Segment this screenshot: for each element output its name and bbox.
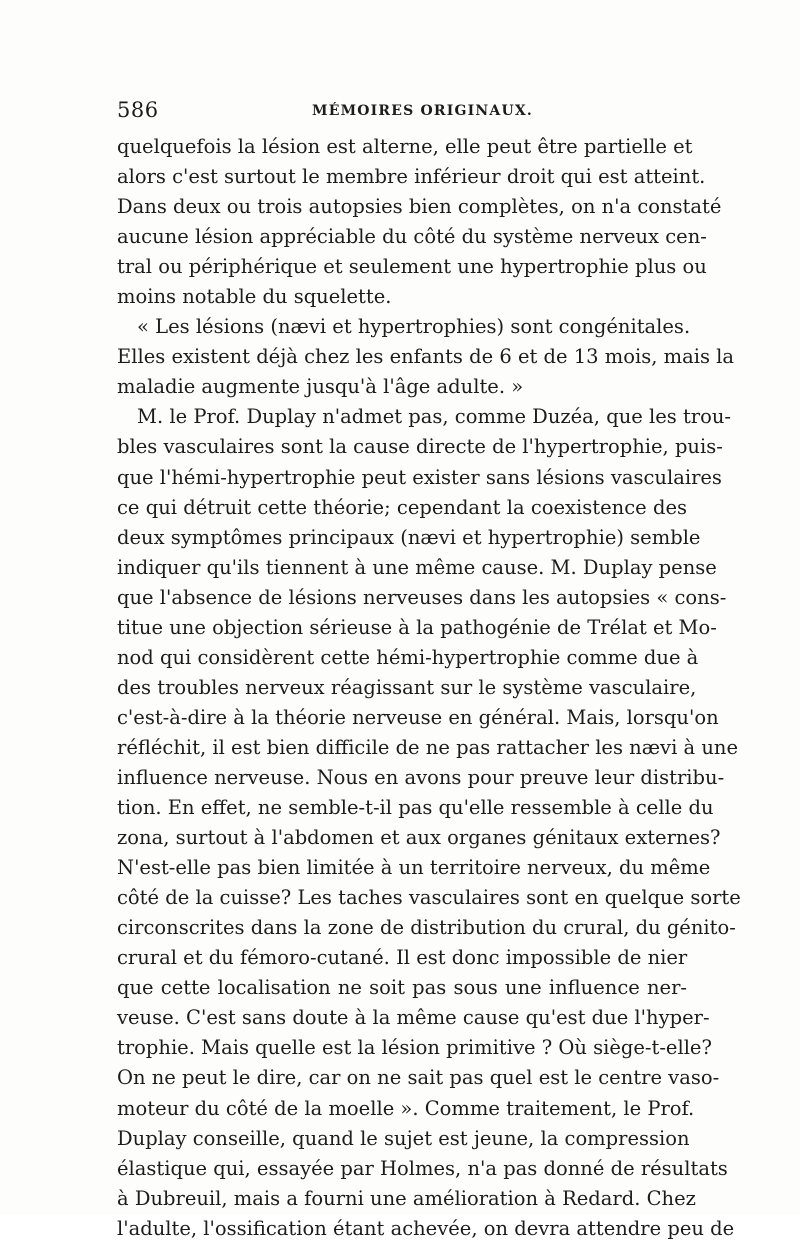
- text-line: Elles existent déjà chez les enfants de 6 et de 13 mois, mais la: [117, 345, 735, 369]
- text-line: « Les lésions (nævi et hypertrophies) sont congénitales.: [137, 315, 691, 339]
- text-line: Duplay conseille, quand le sujet est jeune, la compression: [117, 1126, 690, 1150]
- text-line: c'est-à-dire à la théorie nerveuse en général. Mais, lorsqu'on: [117, 705, 719, 729]
- text-line: deux symptômes principaux (nævi et hypertrophie) semble: [117, 525, 701, 549]
- text-line: Dans deux ou trois autopsies bien complètes, on n'a constaté: [117, 195, 722, 219]
- text-line: tion. En effet, ne semble-t-il pas qu'elle ressemble à celle du: [117, 796, 714, 820]
- text-line: N'est-elle pas bien limitée à un territoire nerveux, du même: [117, 856, 711, 880]
- text-line: indiquer qu'ils tiennent à une même cause. M. Duplay pense: [117, 555, 717, 579]
- text-line: M. le Prof. Duplay n'admet pas, comme Duzéa, que les trou-: [137, 405, 732, 429]
- text-line: bles vasculaires sont la cause directe de l'hypertrophie, puis-: [117, 435, 723, 459]
- text-line: que l'hémi-hypertrophie peut exister sans lésions vasculaires: [117, 465, 722, 489]
- text-line: nod qui considèrent cette hémi-hypertrophie comme due à: [117, 645, 699, 669]
- text-line: réfléchit, il est bien difficile de ne pas rattacher les nævi à une: [117, 735, 738, 759]
- text-line: influence nerveuse. Nous en avons pour preuve leur distribu-: [117, 765, 725, 789]
- text-line: que l'absence de lésions nerveuses dans les autopsies « cons-: [117, 585, 727, 609]
- text-line: On ne peut le dire, car on ne sait pas quel est le centre vaso-: [117, 1066, 720, 1090]
- text-line: côté de la cuisse? Les taches vasculaires sont en quelque sorte: [117, 886, 741, 910]
- text-line: l'adulte, l'ossification étant achevée, on devra attendre peu de: [117, 1216, 735, 1240]
- text-line: trophie. Mais quelle est la lésion primitive ? Où siège-t-elle?: [117, 1036, 712, 1060]
- text-line: zona, surtout à l'abdomen et aux organes génitaux externes?: [117, 826, 721, 850]
- running-title: MÉMOIRES ORIGINAUX.: [312, 103, 533, 119]
- text-line: moteur du côté de la moelle ». Comme traitement, le Prof.: [117, 1096, 695, 1120]
- text-line: aucune lésion appréciable du côté du système nerveux cen-: [117, 225, 707, 249]
- text-line: circonscrites dans la zone de distribution du crural, du génito-: [117, 916, 736, 940]
- text-line: maladie augmente jusqu'à l'âge adulte. »: [117, 375, 524, 399]
- text-line: crural et du fémoro-cutané. Il est donc impossible de nier: [117, 946, 688, 970]
- text-line: tral ou périphérique et seulement une hypertrophie plus ou: [117, 255, 707, 279]
- text-line: à Dubreuil, mais a fourni une amélioration à Redard. Chez: [117, 1186, 696, 1210]
- running-head: [117, 98, 687, 126]
- text-line: veuse. C'est sans doute à la même cause qu'est due l'hyper-: [117, 1006, 710, 1030]
- page-number: 586: [117, 98, 159, 122]
- text-line: alors c'est surtout le membre inférieur droit qui est atteint.: [117, 165, 706, 189]
- text-line: que cette localisation ne soit pas sous une influence ner-: [117, 976, 687, 1000]
- text-line: élastique qui, essayée par Holmes, n'a pas donné de résultats: [117, 1156, 728, 1180]
- text-line: ce qui détruit cette théorie; cependant la coexistence des: [117, 495, 687, 519]
- text-line: des troubles nerveux réagissant sur le système vasculaire,: [117, 675, 697, 699]
- body-text: [117, 132, 741, 1244]
- text-line: quelquefois la lésion est alterne, elle peut être partielle et: [117, 135, 693, 158]
- text-line: moins notable du squelette.: [117, 285, 392, 309]
- text-line: titue une objection sérieuse à la pathogénie de Trélat et Mo-: [117, 615, 717, 639]
